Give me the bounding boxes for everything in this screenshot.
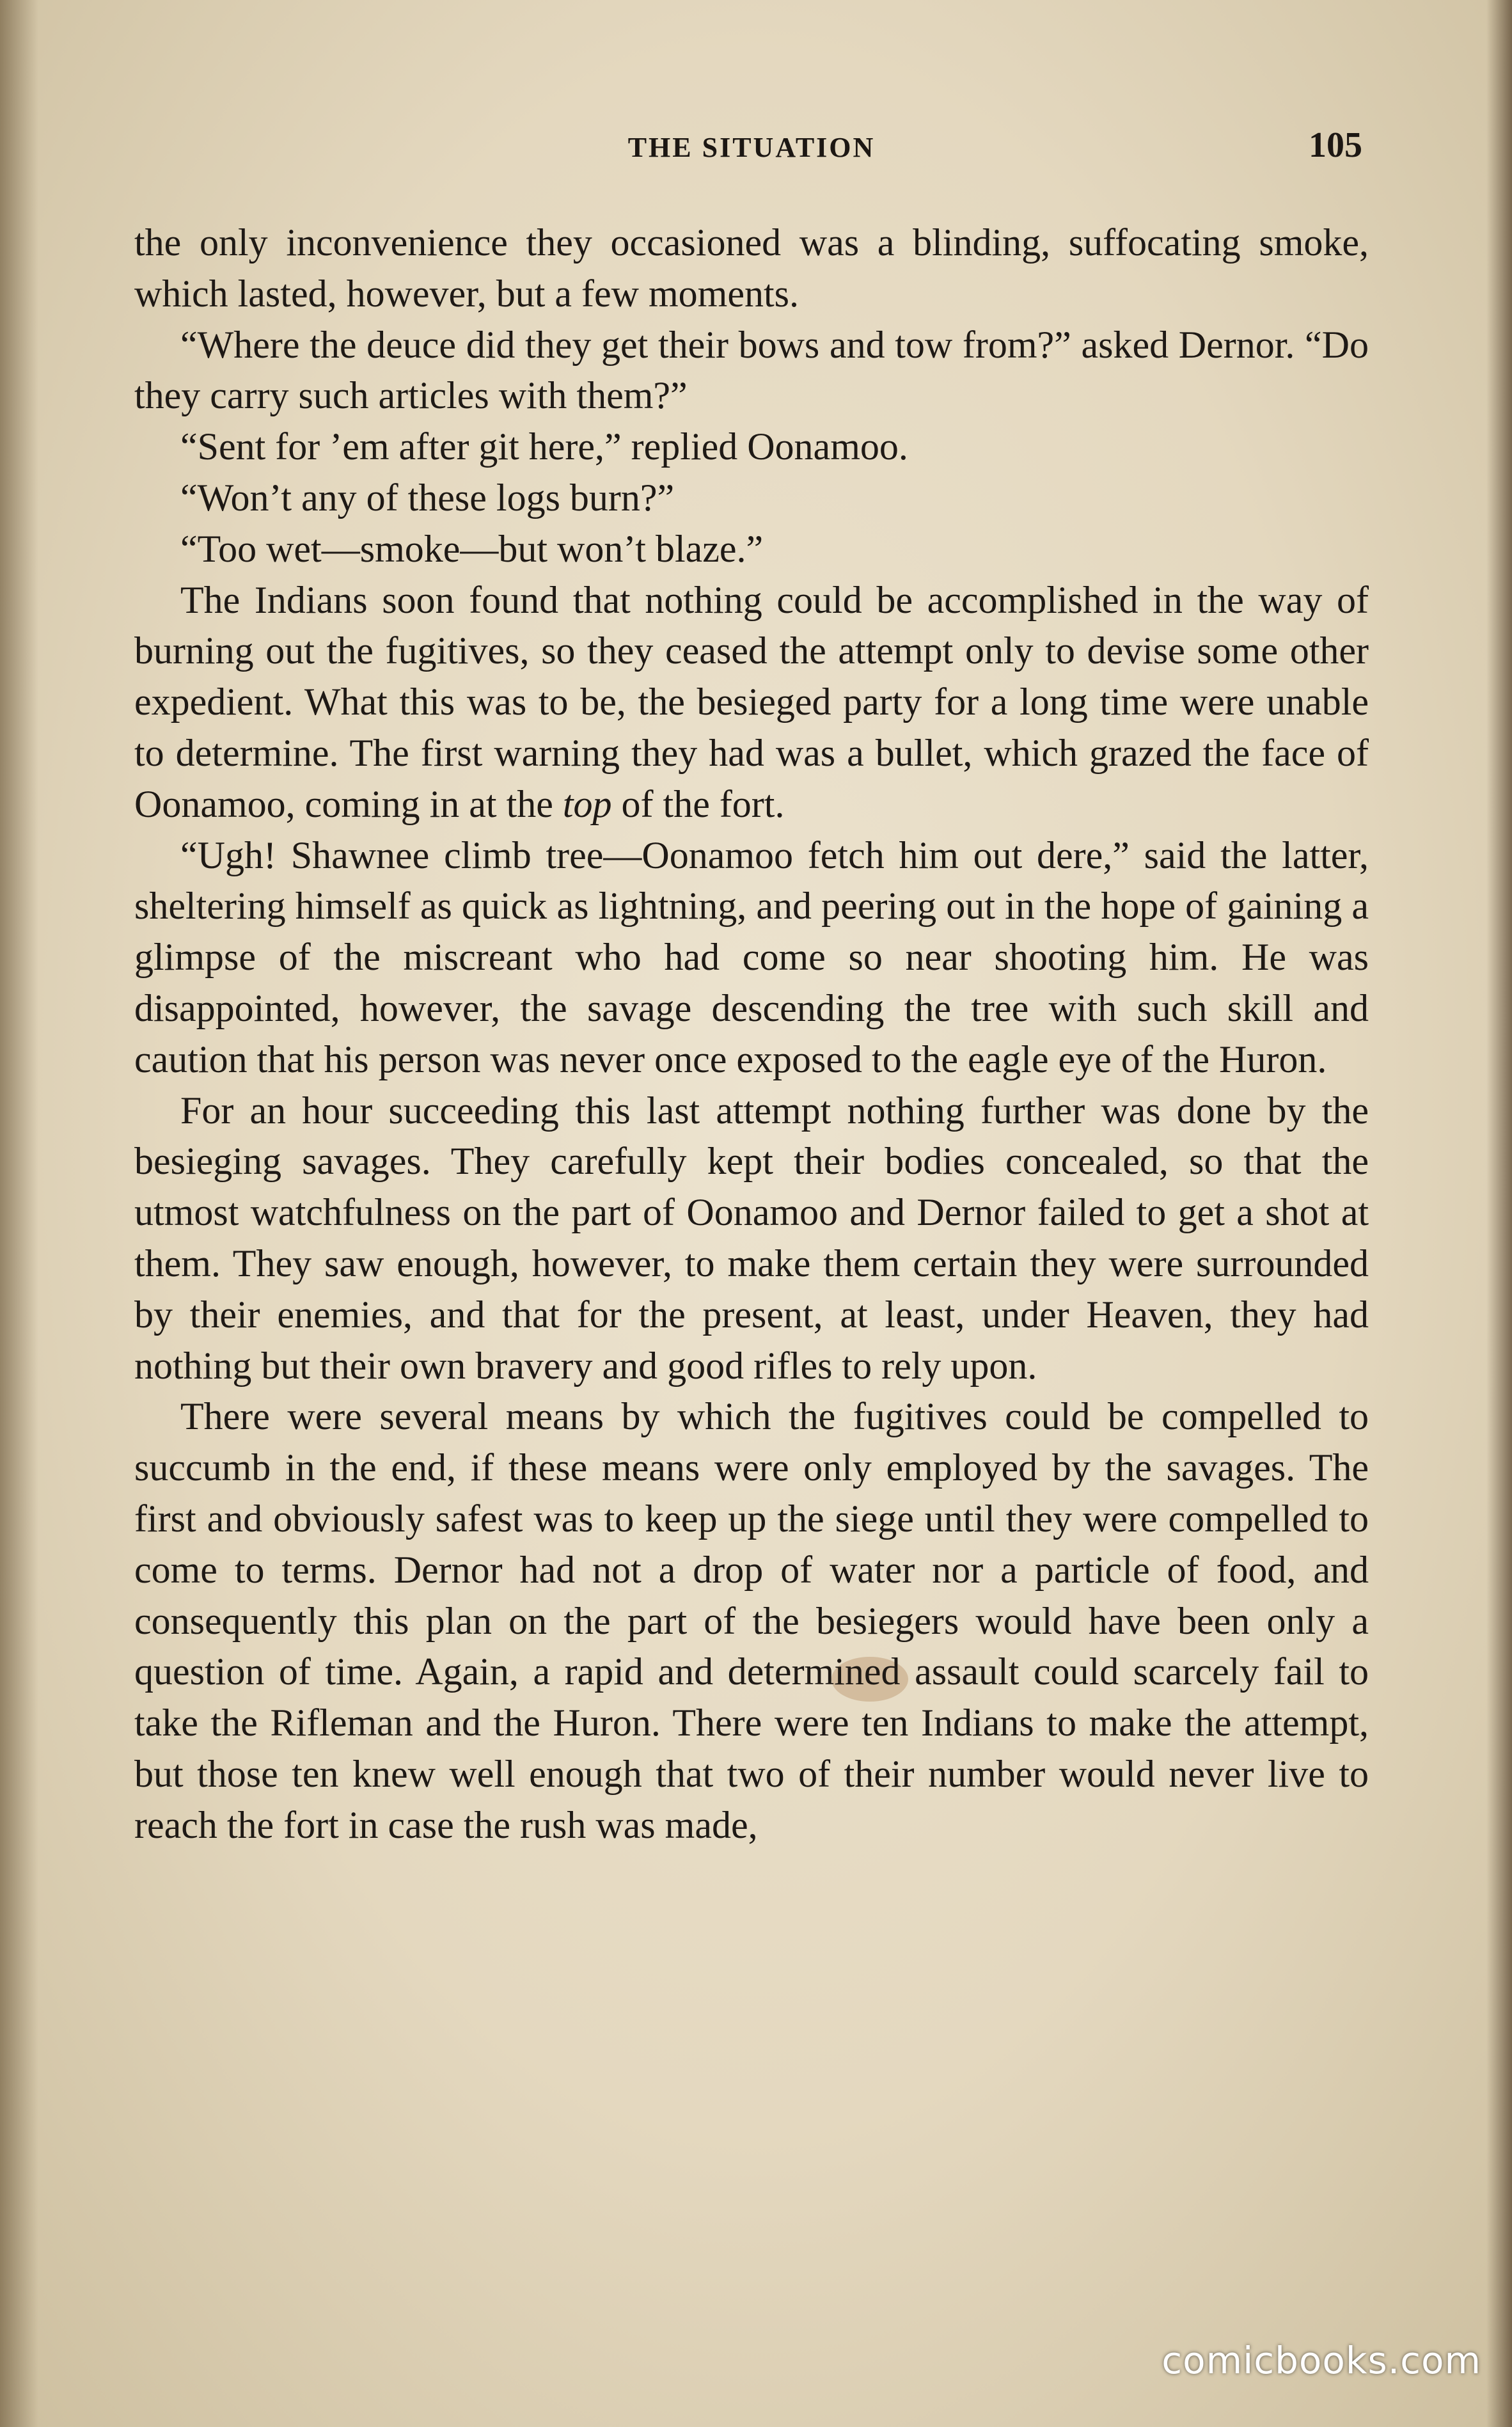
paragraph: “Where the deuce did they get their bows and tow from?” asked Dernor. “Do they carry such articles with them?” — [134, 323, 1369, 417]
running-head: THE SITUATION — [627, 132, 876, 163]
paragraph: the only inconvenience they occasioned was a blinding, suffocating smoke, which lasted, however, but a few moments. — [134, 221, 1369, 315]
italic-word: top — [562, 782, 612, 825]
paragraph: “Sent for ’em after git here,” replied Oonamoo. — [180, 425, 908, 468]
paragraph: “Ugh! Shawnee climb tree—Oonamoo fetch him out dere,” said the latter, sheltering himself as quick as lightning, and peering out in the hope of gaining a glimpse of the miscreant who had come so near shooting him. He was disappointed, however, the savage descending the tree with such skill and caution that his person was never once exposed to the eagle eye of the Huron. — [134, 834, 1369, 1080]
paragraph: For an hour succeeding this last attempt nothing further was done by the besieging savages. They carefully kept their bodies concealed, so that the utmost watchfulness on the part of Oonamoo and Dernor failed to get a shot at them. They saw enough, however, to make them certain they were surrounded by their enemies, and that for the present, at least, under Heaven, they had nothing but their own bravery and good rifles to rely upon. — [134, 1089, 1369, 1387]
body-text — [134, 217, 1369, 1851]
paragraph: There were several means by which the fugitives could be compelled to succumb in the end, if these means were only employed by the savages. The first and obviously safest was to keep up the siege until they were compelled to come to terms. Dernor had not a drop of water nor a particle of food, and consequently this plan on the part of the besiegers would have been only a question of time. Again, a rapid and determined assault could scarcely fail to take the Rifleman and the Huron. There were ten Indians to make the attempt, but those ten knew well enough that two of their number would never live to reach the fort in case the rush was made, — [134, 1395, 1369, 1846]
watermark: comicbooks.com — [1162, 2339, 1481, 2382]
paragraph — [134, 575, 1369, 830]
paragraph: “Too wet—smoke—but won’t blaze.” — [180, 527, 764, 570]
paragraph-text: The Indians soon found that nothing could be accomplished in the way of burning out the fugitives, so they ceased the attempt only to devise some other expedient. What this was to be, the besieged party for a long time were unable to determine. The first warning they had was a bullet, which grazed the face of Oonamoo, coming in at the — [134, 578, 1369, 825]
page-number: 105 — [1309, 125, 1362, 165]
paragraph: “Won’t any of these logs burn?” — [180, 476, 675, 519]
paragraph-text: of the fort. — [611, 782, 785, 825]
page-header — [134, 125, 1369, 176]
